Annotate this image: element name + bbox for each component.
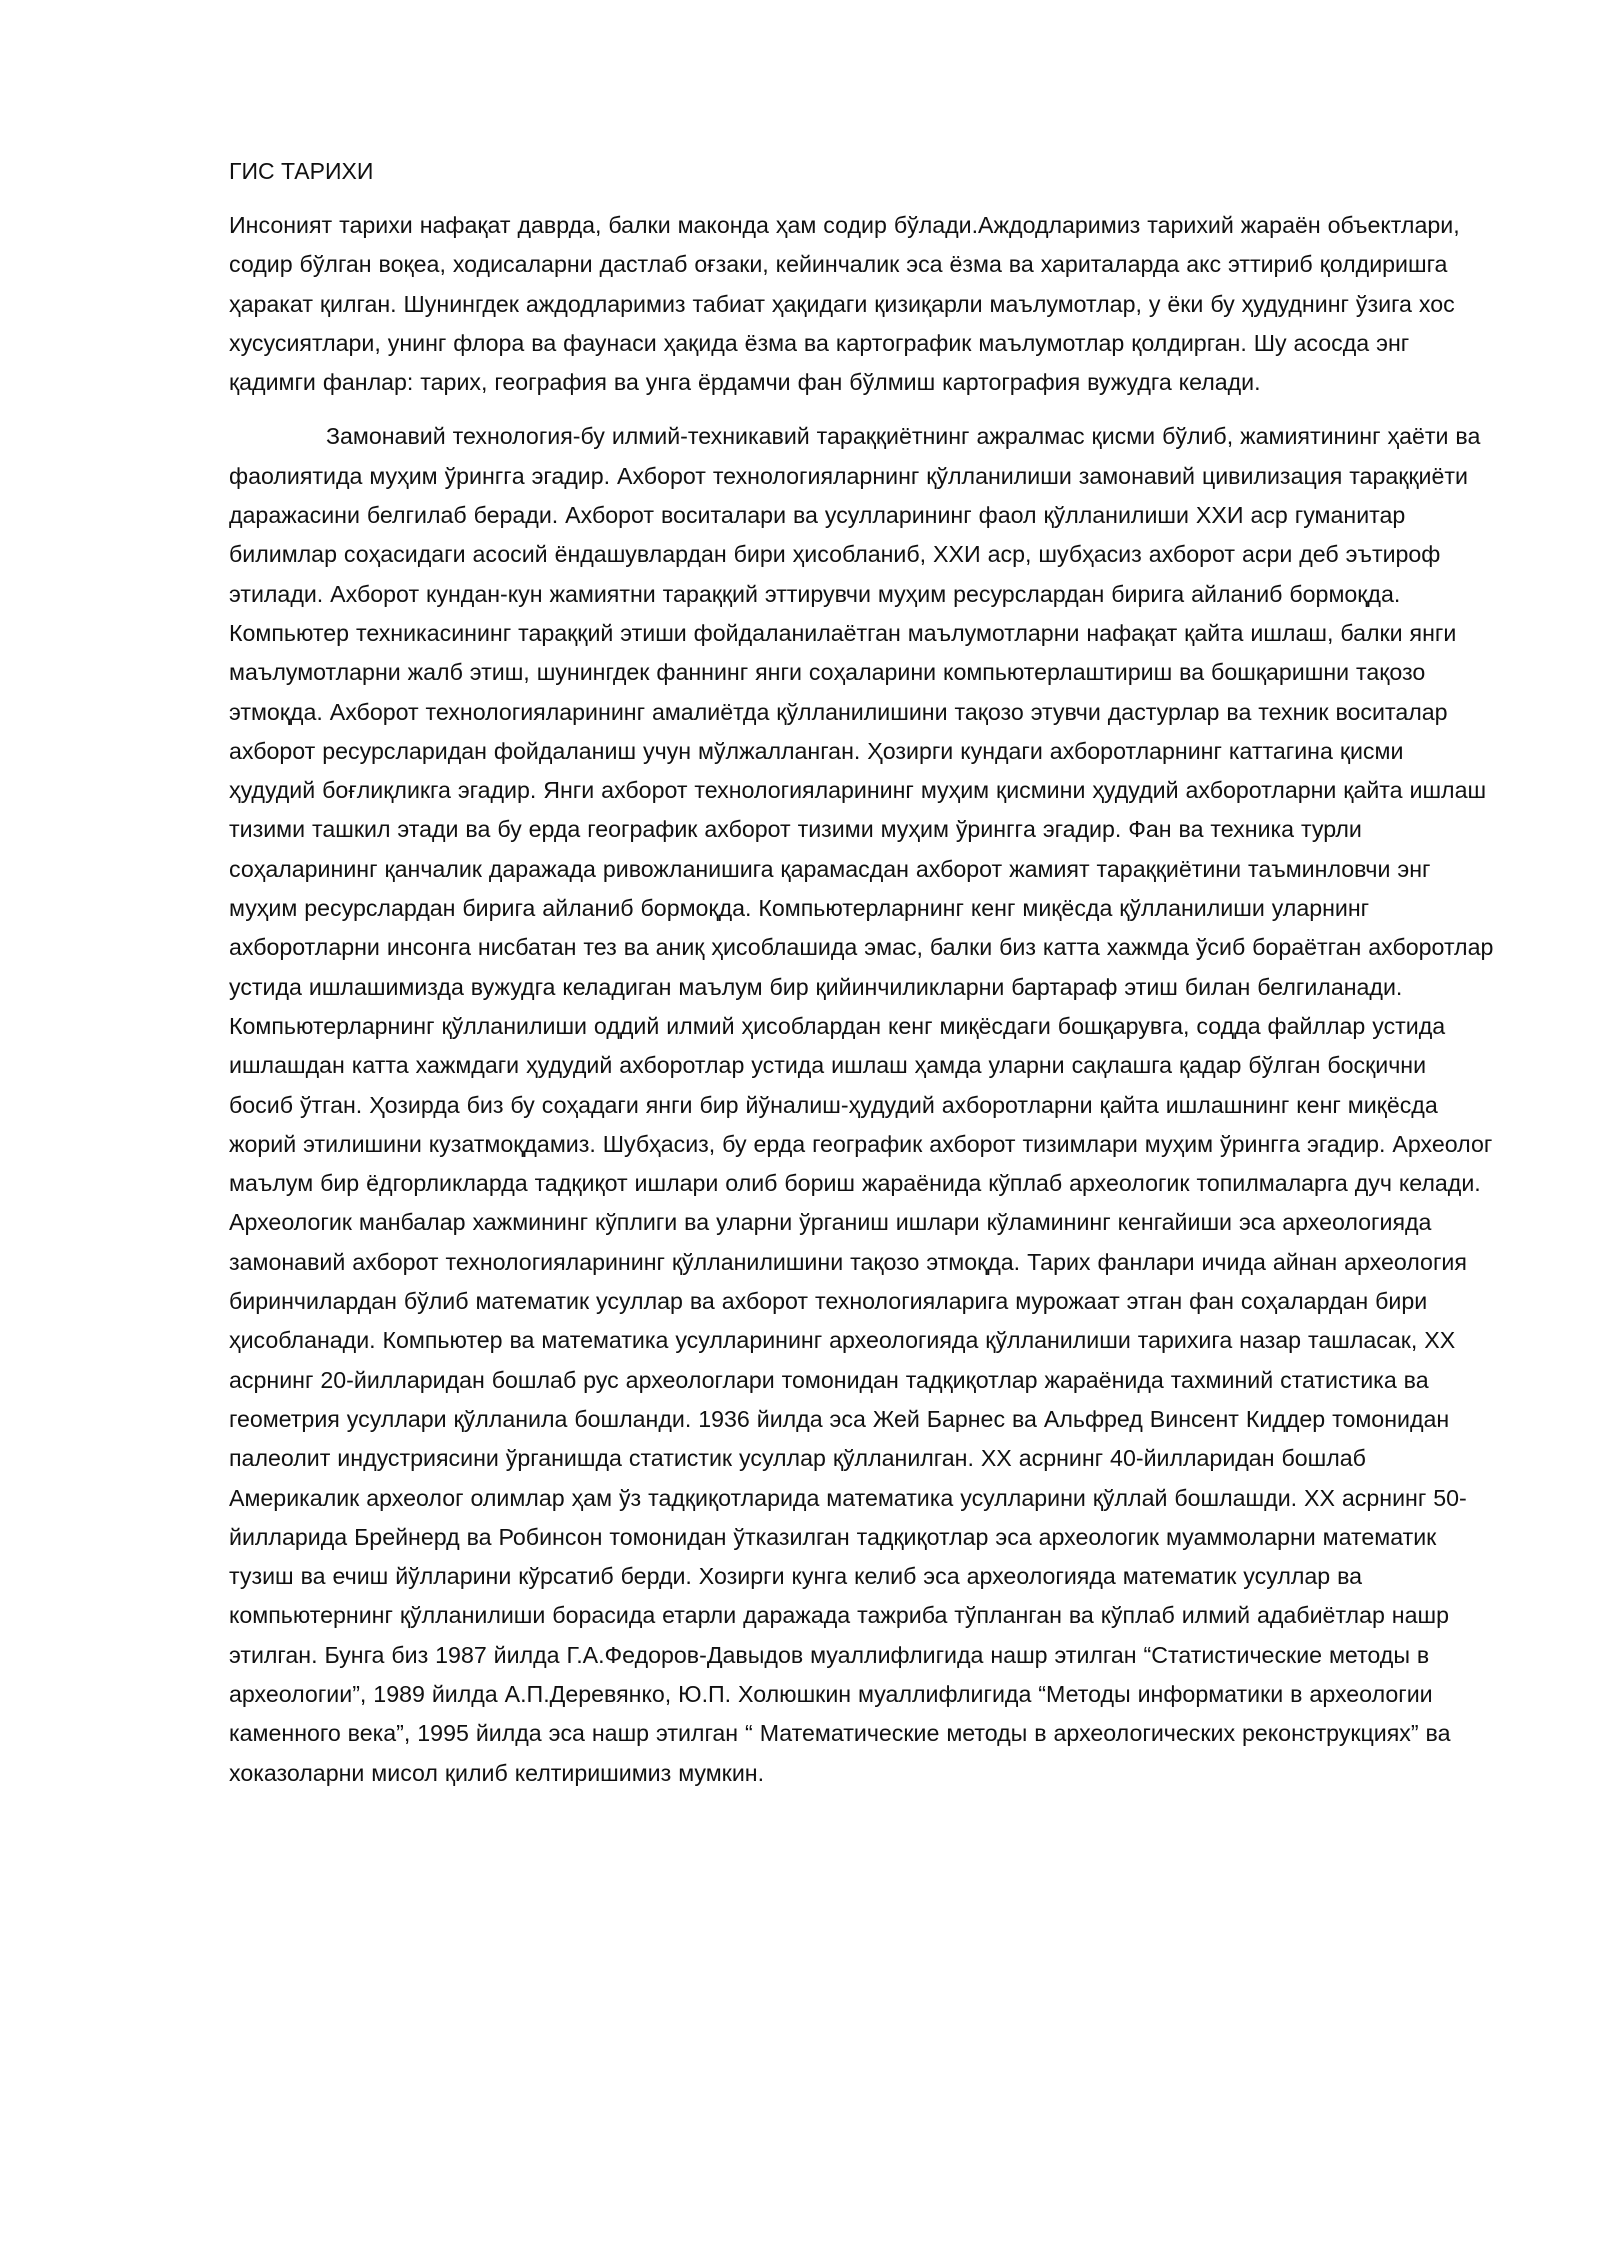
document-body — [229, 152, 1494, 1808]
document-title: ГИС ТАРИХИ — [229, 158, 374, 184]
paragraph-intro: Инсоният тарихи нафақат даврда, балки маконда ҳам содир бўлади.Аждодларимиз тарихий жараён объектлари, содир бўлган воқеа, ходисаларни дастлаб оғзаки, кейинчалик эса ёзма ва хариталарда акс эттириб қолдиришга ҳаракат қилган. Шунингдек аждодларимиз табиат ҳақидаги қизиқарли маълумотлар, у ёки бу ҳудуднинг ўзига хос хусусиятлари, унинг флора ва фаунаси ҳақида ёзма ва картографик маълумотлар қолдирган. Шу асосда энг қадимги фанлар: тарих, география ва унга ёрдамчи фан бўлмиш картография вужудга келади. — [229, 212, 1460, 396]
paragraph-main: Замонавий технология-бу илмий-техникавий тараққиётнинг ажралмас қисми бўлиб, жамиятининг ҳаёти ва фаолиятида муҳим ўринггa эгадир. Ахборот технологияларнинг қўлланилиши замонавий цивилизация тараққиёти даражасини белгилаб беради. Ахборот воситалари ва усулларининг фаол қўлланилиши XXИ аср гуманитар билимлар соҳасидаги асосий ёндашувлардан бири ҳисобланиб, XXИ аср, шубҳасиз ахборот асри деб эътироф этилади. Ахборот кундан-кун жамиятни тараққий эттирувчи муҳим ресурслардан бирига айланиб бормоқда. Компьютер техникасининг тараққий этиши фойдаланилаётган маълумотларни нафақат қайта ишлаш, балки янги маълумотларни жалб этиш, шунингдек фаннинг янги соҳаларини компьютерлаштириш ва бошқаришни тақозо этмоқда. Ахборот технологияларининг амалиётда қўлланилишини тақозо этувчи дастурлар ва техник воситалар ахборот ресурсларидан фойдаланиш учун мўлжалланган. Ҳозирги кундаги ахборотларнинг каттагина қисми ҳудудий боғлиқликга эгадир. Янги ахборот технологияларининг муҳим қисмини ҳудудий ахборотларни қайта ишлаш тизими ташкил этади ва бу ерда географик ахборот тизими муҳим ўринггa эгадир. Фан ва техника турли соҳаларининг қанчалик даражада ривожланишига қарамасдан ахборот жамият тараққиётини таъминловчи энг муҳим ресурслардан бирига айланиб бормоқда. Компьютерларнинг кенг миқёсда қўлланилиши уларнинг ахборотларни инсонга нисбатан тез ва аниқ ҳисоблашида эмас, балки биз катта хажмда ўсиб бораётган ахборотлар устида ишлашимизда вужудга келадиган маълум бир қийинчиликларни бартараф этиш билан белгиланади. Компьютерларнинг қўлланилиши оддий илмий ҳисоблардан кенг миқёсдаги бошқарувга, содда файллар устида ишлашдан катта хажмдаги ҳудудий ахборотлар устида ишлаш ҳамда уларни сақлашга қадар бўлган босқични босиб ўтган. Ҳозирда биз бу соҳадаги янги бир йўналиш-ҳудудий ахборотларни қайта ишлашнинг кенг миқёсда жорий этилишини кузатмоқдамиз. Шубҳасиз, бу ерда географик ахборот тизимлари муҳим ўринггa эгадир. Археолог маълум бир ёдгорликларда тадқиқот ишлари олиб бориш жараёнида кўплаб археологик топилмаларга дуч келади. Археологик манбалар хажмининг кўплиги ва уларни ўрганиш ишлари кўламининг кенгайиши эса археологияда замонавий ахборот технологияларининг қўлланилишини тақозо этмоқда. Тарих фанлари ичида айнан археология биринчилардан бўлиб математик усуллар ва ахборот технологияларига мурожаат этган фан соҳалардан бири ҳисобланади. Компьютер ва математика усулларининг археологияда қўлланилиши тарихига назар ташласак, XX асрнинг 20-йилларидан бошлаб рус археологлари томонидан тадқиқотлар жараёнида тахминий статистика ва геометрия усуллари қўлланила бошланди. 1936 йилда эса Жей Барнес ва Альфред Винсент Киддер томонидан палеолит индустриясини ўрганишда статистик усуллар қўлланилган. XX асрнинг 40-йилларидан бошлаб Америкалик археолог олимлар ҳам ўз тадқиқотларида математика усулларини қўллай бошлашди. XX асрнинг 50-йилларида Брейнерд ва Робинсон томонидан ўтказилган тадқиқотлар эса археологик муаммоларни математик тузиш ва ечиш йўлларини кўрсатиб берди. Хозирги кунга келиб эса археологияда математик усуллар ва компьютернинг қўлланилиши борасида етарли даражада тажриба тўпланган ва кўплаб илмий адабиётлар нашр этилган. Бунга биз 1987 йилда Г.А.Федоров-Давыдов муаллифлигида нашр этилган “Статистические методы в археологии”, 1989 йилда А.П.Деревянко, Ю.П. Холюшкин муаллифлигида “Методы информатики в археологии каменного века”, 1995 йилда эса нашр этилган “ Математические методы в археологических реконструкциях” ва хоказоларни мисол қилиб келтиришимиз мумкин. — [229, 423, 1494, 1786]
